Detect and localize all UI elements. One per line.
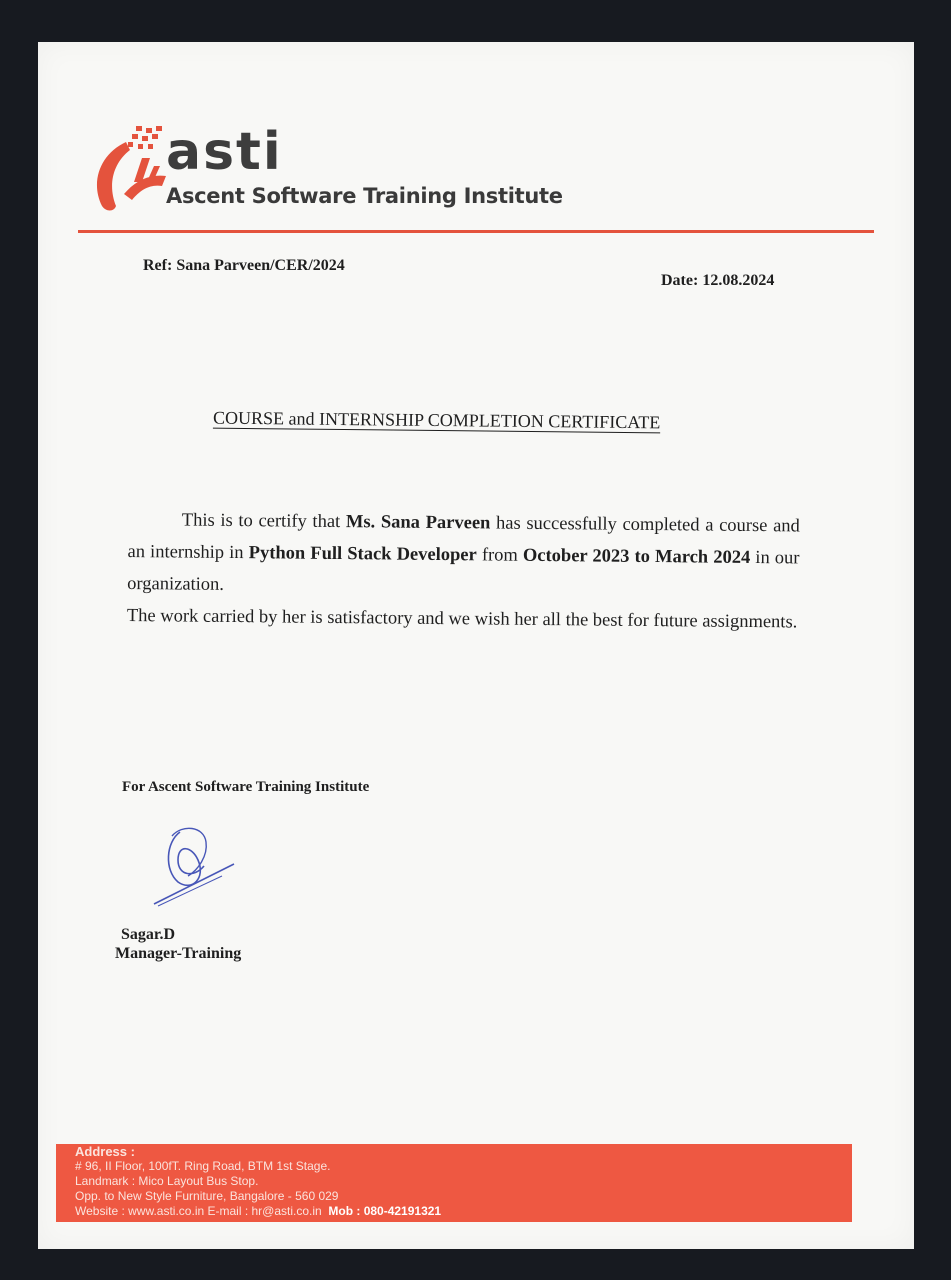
handwritten-signature bbox=[148, 820, 258, 910]
logo-wordmark: asti bbox=[166, 122, 283, 182]
signer-name: Sagar.D bbox=[121, 926, 176, 943]
institute-name: Ascent Software Training Institute bbox=[166, 184, 563, 208]
body-text: This is to certify that bbox=[181, 510, 347, 533]
address-line: Opp. to New Style Furniture, Bangalore - 560 029 bbox=[75, 1189, 339, 1203]
course-name: Python Full Stack Developer bbox=[248, 543, 477, 566]
website-email: Website : www.asti.co.in E-mail : hr@asti.co.in bbox=[75, 1204, 322, 1218]
remarks-paragraph: The work carried by her is satisfactory and we wish her all the best for future assignments. bbox=[126, 605, 798, 633]
certificate-body bbox=[127, 504, 800, 638]
contact-line bbox=[75, 1204, 852, 1219]
header-divider bbox=[78, 230, 874, 233]
body-text: in our organization. bbox=[127, 547, 800, 595]
body-text: has successfully completed a course and an internship in bbox=[127, 513, 800, 564]
signatory-organization: For Ascent Software Training Institute bbox=[122, 779, 370, 795]
recipient-name: Ms. Sana Parveen bbox=[345, 512, 491, 534]
address-footer bbox=[56, 1144, 852, 1222]
mobile-number: Mob : 080-42191321 bbox=[328, 1204, 442, 1218]
address-line: Landmark : Mico Layout Bus Stop. bbox=[75, 1174, 259, 1188]
body-text: from bbox=[476, 545, 524, 566]
course-period: October 2023 to March 2024 bbox=[522, 545, 751, 568]
signer-title: Manager-Training bbox=[115, 945, 242, 962]
certificate-page bbox=[38, 42, 914, 1249]
issue-date: Date: 12.08.2024 bbox=[661, 272, 775, 289]
certification-paragraph bbox=[127, 504, 800, 606]
certificate-title: COURSE and INTERNSHIP COMPLETION CERTIFICATE bbox=[212, 407, 661, 433]
address-label: Address : bbox=[75, 1144, 135, 1159]
address-line: # 96, II Floor, 100fT. Ring Road, BTM 1st Stage. bbox=[75, 1159, 331, 1173]
reference-number: Ref: Sana Parveen/CER/2024 bbox=[143, 257, 345, 274]
